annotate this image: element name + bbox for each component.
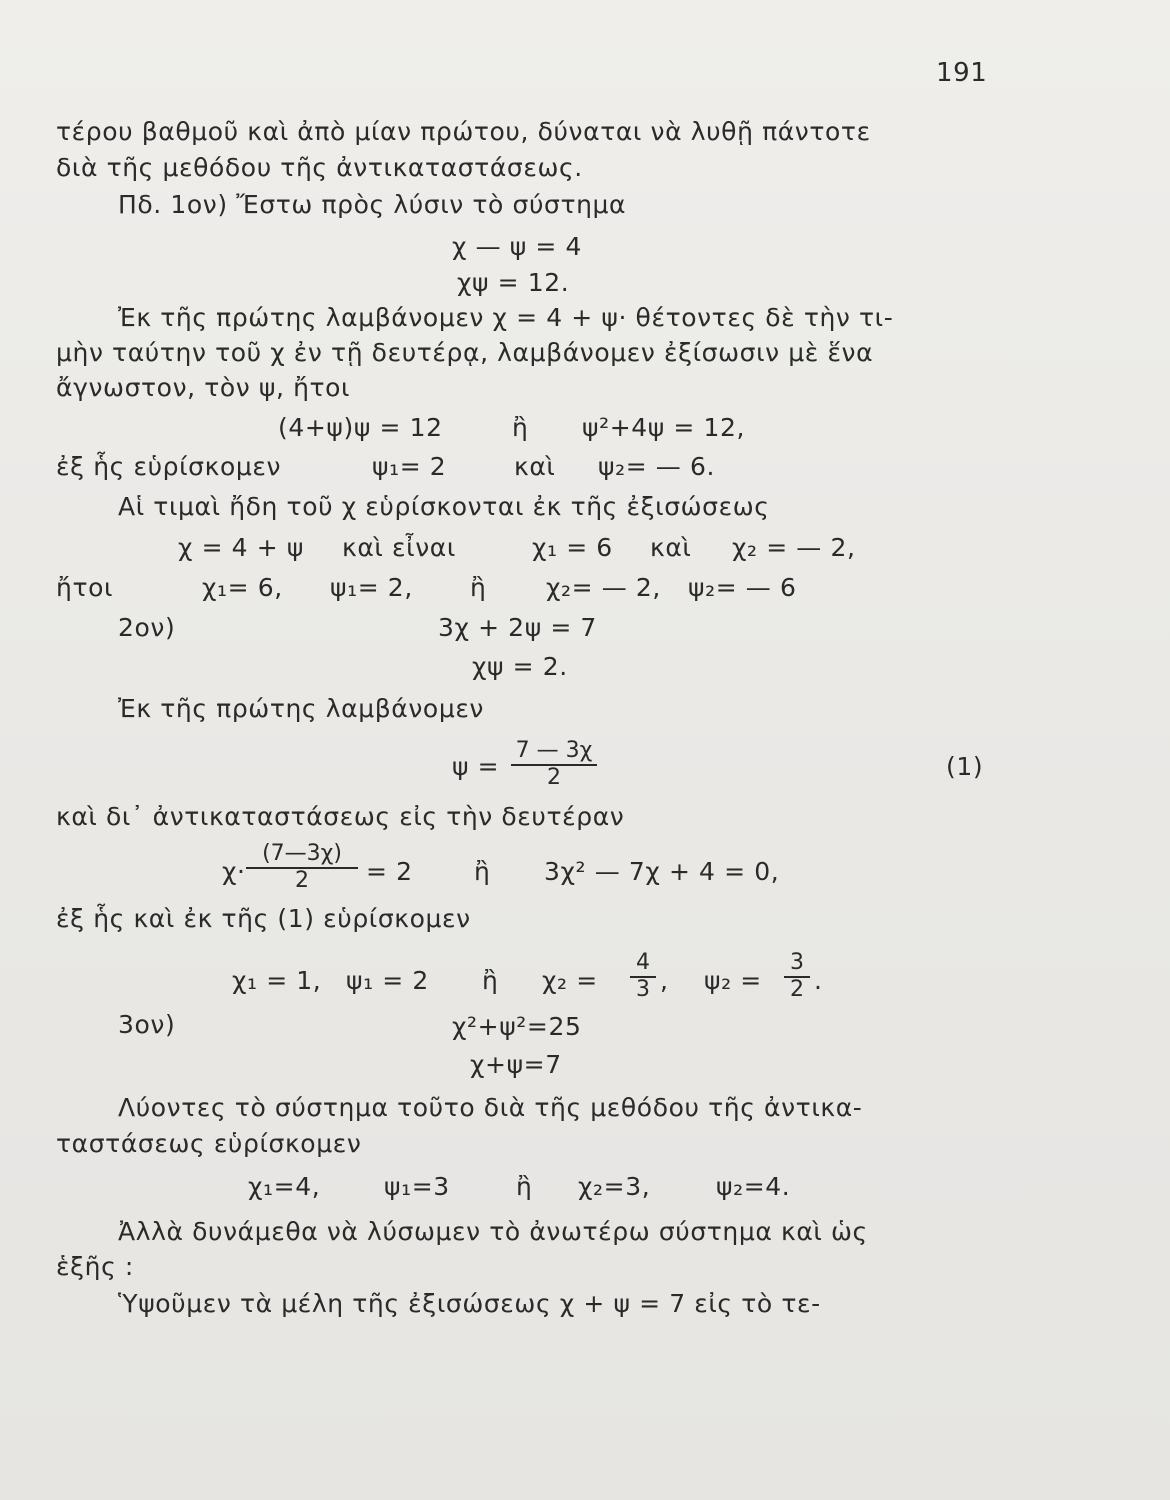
equation: χ₁= 6, — [202, 573, 283, 602]
equation: χ+ψ=7 — [470, 1050, 562, 1079]
fraction-denominator: 3 — [636, 977, 650, 1002]
text-line: καὶ — [514, 452, 556, 481]
equation: χ²+ψ²=25 — [452, 1012, 582, 1041]
fraction-denominator: 2 — [790, 977, 804, 1002]
equation: ψ₁= 2, — [330, 573, 413, 602]
fraction-numerator: (7—3χ) — [262, 841, 342, 866]
equation-or: ἢ — [470, 573, 487, 602]
equation-tag: (1) — [946, 752, 984, 781]
equation: ψ₂=4. — [716, 1172, 791, 1201]
section-label: 2ον) — [118, 613, 176, 642]
equation: χ₂ = — [542, 966, 598, 995]
text-line: ἄγνωστον, τὸν ψ, ἤτοι — [56, 373, 351, 402]
fraction-numerator: 4 — [636, 950, 650, 975]
text-line: τέρου βαθμοῦ καὶ ἀπὸ μίαν πρώτου, δύναται νὰ λυθῇ πάντοτε — [56, 117, 871, 146]
text-line: ἑξῆς : — [56, 1252, 134, 1281]
fraction-denominator: 2 — [547, 765, 561, 790]
equation-or: ἢ — [474, 857, 491, 886]
fraction — [246, 842, 358, 893]
fraction — [630, 951, 656, 1002]
punctuation: , — [660, 966, 669, 995]
fraction-denominator: 2 — [295, 868, 309, 893]
equation: χ = 4 + ψ — [178, 533, 304, 562]
equation: χ· — [222, 857, 246, 886]
equation: ψ = — [452, 752, 500, 781]
text-line: Λύοντες τὸ σύστημα τοῦτο διὰ τῆς μεθόδου τῆς ἀντικα- — [118, 1093, 863, 1122]
equation: χ₁=4, — [248, 1172, 321, 1201]
equation: χ — ψ = 4 — [452, 232, 582, 261]
text-line: καὶ — [650, 533, 692, 562]
page-number: 191 — [936, 58, 988, 88]
equation: 3χ + 2ψ = 7 — [438, 613, 597, 642]
equation: χψ = 2. — [472, 652, 568, 681]
equation: χ₂=3, — [578, 1172, 651, 1201]
equation: χψ = 12. — [457, 268, 570, 297]
equation: 3χ² — 7χ + 4 = 0, — [544, 857, 780, 886]
equation: ψ₁ = 2 — [346, 966, 429, 995]
equation: ψ₂= — 6. — [598, 452, 716, 481]
equation: χ₂ = — 2, — [732, 533, 856, 562]
equation-or: ἢ — [516, 1172, 533, 1201]
text-line: ἐξ ἧς εὑρίσκομεν — [56, 452, 282, 481]
text-line: ἤτοι — [56, 573, 114, 602]
text-line: Πδ. 1ον) Ἔστω πρὸς λύσιν τὸ σύστημα — [118, 190, 627, 219]
equation: ψ₂ = — [704, 966, 762, 995]
equation: χ₁ = 1, — [232, 966, 322, 995]
equation: χ₁ = 6 — [532, 533, 613, 562]
text-line: Ἀλλὰ δυνάμεθα νὰ λύσωμεν τὸ ἀνωτέρω σύστημα καὶ ὡς — [118, 1217, 868, 1246]
punctuation: . — [814, 966, 823, 995]
text-line: Ἐκ τῆς πρώτης λαμβάνομεν χ = 4 + ψ· θέτοντες δὲ τὴν τι- — [118, 303, 894, 332]
section-label: 3ον) — [118, 1010, 176, 1039]
text-line: ταστάσεως εὑρίσκομεν — [56, 1129, 362, 1158]
text-line: ἐξ ἧς καὶ ἐκ τῆς (1) εὑρίσκομεν — [56, 904, 471, 933]
equation: (4+ψ)ψ = 12 — [278, 413, 443, 442]
text-line: μὴν ταύτην τοῦ χ ἐν τῇ δευτέρᾳ, λαμβάνομεν ἐξίσωσιν μὲ ἕνα — [56, 338, 874, 367]
fraction-numerator: 7 — 3χ — [515, 738, 593, 763]
text-line: Ὑψοῦμεν τὰ μέλη τῆς ἐξισώσεως χ + ψ = 7 εἰς τὸ τε- — [118, 1289, 821, 1318]
equation-or: ἢ — [482, 966, 499, 995]
fraction — [511, 739, 597, 790]
equation-or: ἢ — [512, 413, 529, 442]
text-line: καὶ δι᾽ ἀντικαταστάσεως εἰς τὴν δευτέραν — [56, 802, 625, 831]
text-line: διὰ τῆς μεθόδου τῆς ἀντικαταστάσεως. — [56, 153, 583, 182]
equation: ψ₁= 2 — [372, 452, 447, 481]
fraction — [784, 951, 810, 1002]
equation: ψ₂= — 6 — [688, 573, 797, 602]
equation: ψ²+4ψ = 12, — [582, 413, 746, 442]
text-line: καὶ εἶναι — [342, 533, 456, 562]
text-line: Ἐκ τῆς πρώτης λαμβάνομεν — [118, 694, 484, 723]
text-line: Αἱ τιμαὶ ἤδη τοῦ χ εὑρίσκονται ἐκ τῆς ἐξισώσεως — [118, 492, 770, 521]
equation: ψ₁=3 — [384, 1172, 450, 1201]
fraction-numerator: 3 — [790, 950, 804, 975]
equation: χ₂= — 2, — [546, 573, 661, 602]
equation: = 2 — [366, 857, 413, 886]
